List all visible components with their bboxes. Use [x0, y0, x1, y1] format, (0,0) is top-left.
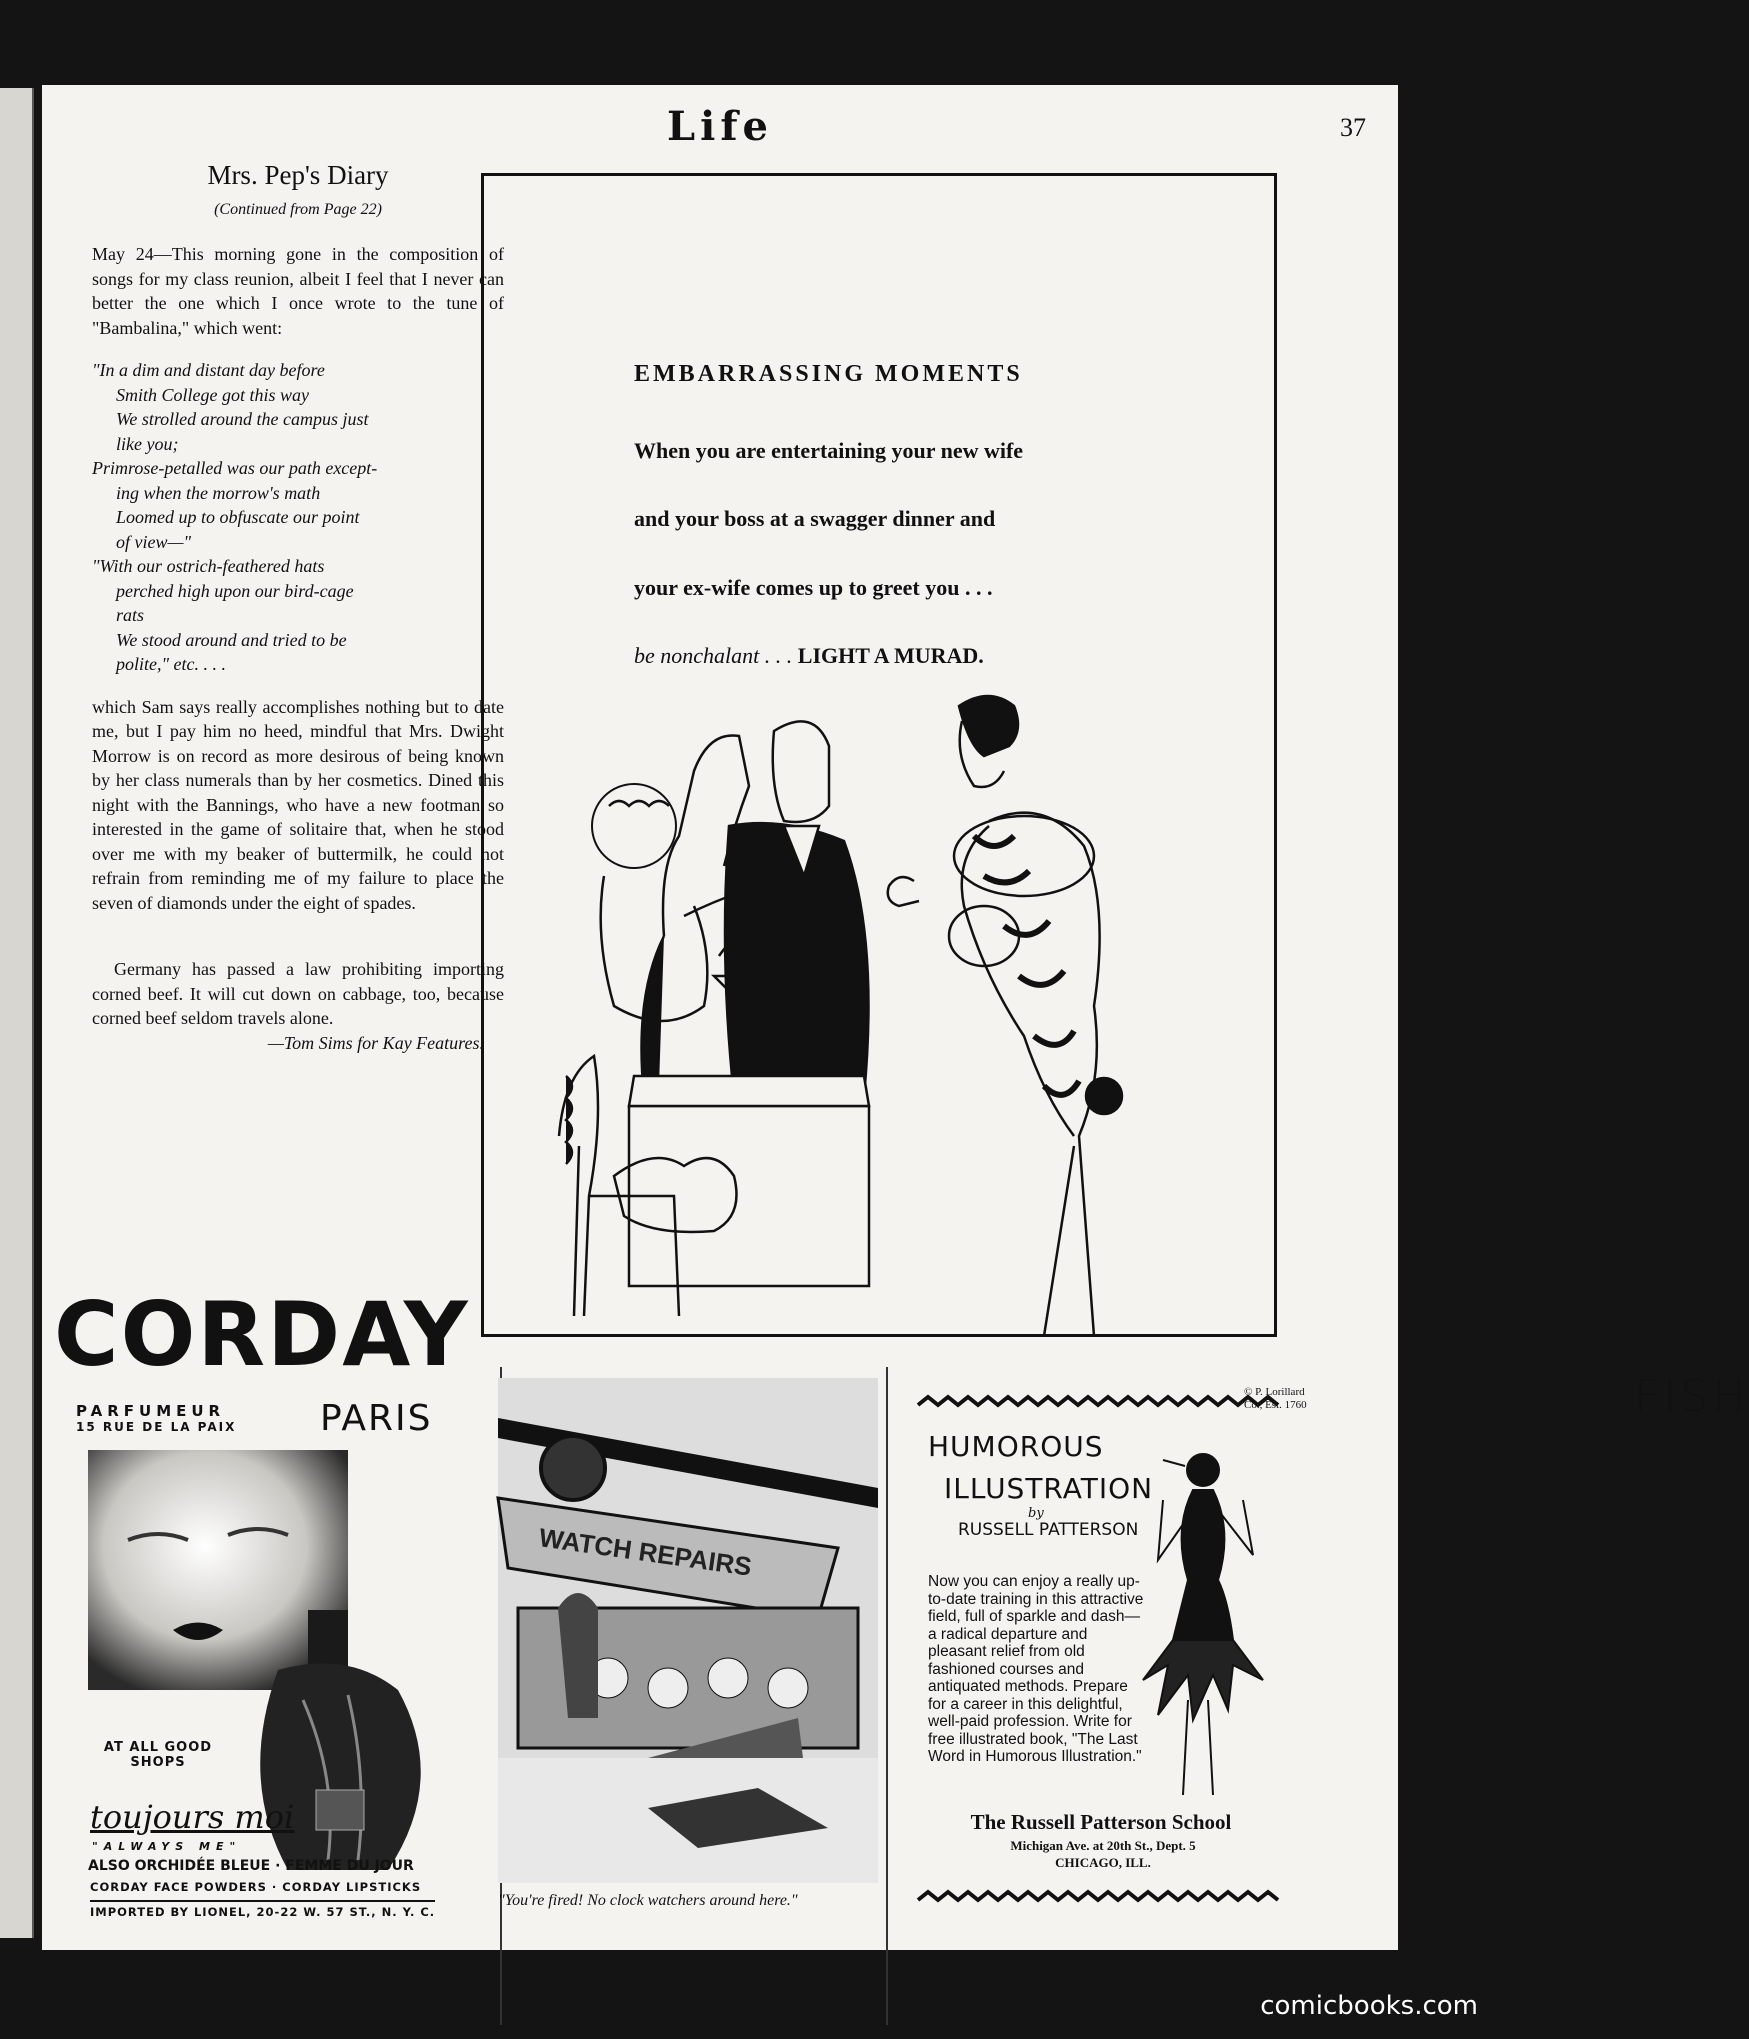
diary-paragraph-1: May 24—This morning gone in the composition of songs for my class reunion, albeit I feel that I never can better the one which I once wrote to the tune of "Bambalina," which went:	[92, 244, 504, 338]
corday-advertisement	[48, 1283, 470, 1940]
murad-copy-line: and your boss at a swagger dinner and	[634, 506, 996, 531]
page-number: 37	[1340, 113, 1366, 142]
corday-city: PARIS	[320, 1398, 433, 1439]
verse-line: of view—"	[116, 531, 192, 552]
patterson-title-1: HUMOROUS	[928, 1430, 1104, 1463]
verse-line: We strolled around the campus just	[116, 409, 369, 429]
murad-headline: EMBARRASSING MOMENTS	[634, 361, 1023, 387]
murad-tagline-italic: be nonchalant . . .	[634, 643, 793, 668]
corday-shops: AT ALL GOOD SHOPS	[103, 1740, 213, 1770]
murad-copy-line: When you are entertaining your new wife	[634, 438, 1024, 463]
corday-product: toujours moi	[90, 1798, 295, 1836]
murad-copyright: © P. Lorillard Co., Est. 1760	[1244, 1386, 1307, 1411]
verse-line: Smith College got this way	[116, 384, 309, 405]
verse-line: like you;	[116, 433, 179, 454]
flapper-figure-illustration	[1133, 1440, 1283, 1800]
corday-logo: CORDAY	[54, 1283, 470, 1386]
zigzag-border-bottom	[918, 1885, 1288, 1915]
murad-tagline-caps: LIGHT A MURAD.	[797, 643, 984, 668]
diary-continued-note: (Continued from Page 22)	[214, 200, 382, 218]
patterson-by: by	[1028, 1506, 1044, 1521]
murad-tagline	[634, 643, 984, 669]
verse-line: ing when the morrow's math	[116, 482, 321, 503]
corday-also: ALSO ORCHIDÉE BLEUE · FEMME DU JOUR	[88, 1858, 414, 1874]
filler-paragraph: Germany has passed a law prohibiting importing corned beef. It will cut down on cabbage, too, because corned beef seldom travels alone.	[92, 959, 504, 1028]
murad-advertisement	[481, 173, 1749, 1422]
diary-title: Mrs. Pep's Diary	[207, 160, 389, 190]
masthead-title: Life	[667, 103, 773, 150]
verse-line: Loomed up to obfuscate our point	[116, 507, 360, 527]
cartoon-caption: "You're fired! No clock watchers around here."	[498, 1892, 798, 1909]
patterson-school-name: The Russell Patterson School	[970, 1810, 1232, 1834]
patterson-address-line-2: CHICAGO, ILL.	[1055, 1855, 1151, 1870]
diary-paragraph-2: which Sam says really accomplishes nothing but to date me, but I pay him no heed, mindful that Mrs. Dwight Morrow is on record as more desirous of being known by her class numerals than by her cosmetics. Dined this night with the Bannings, who have a new footman so interested in the game of solitaire that, when he stood over me with my beaker of buttermilk, he could not refrain from reminding me of my failure to place the seven of diamonds under the eight of spades.	[92, 696, 504, 913]
patterson-address	[918, 1837, 1288, 1871]
column-divider	[886, 1367, 888, 2025]
watermark: comicbooks.com	[1260, 1991, 1478, 2021]
zigzag-border-top	[918, 1390, 1288, 1420]
watch-repairs-illustration	[498, 1378, 878, 1883]
watch-repairs-cartoon	[498, 1378, 878, 1938]
murad-copy-line: your ex-wife comes up to greet you . . .	[634, 575, 993, 600]
corday-product-translation: "ALWAYS ME"	[92, 1840, 242, 1853]
patterson-address-line-1: Michigan Ave. at 20th St., Dept. 5	[1010, 1838, 1196, 1853]
filler-attribution: —Tom Sims for Kay Features.	[267, 1032, 484, 1053]
corday-address: 15 RUE DE LA PAIX	[76, 1420, 237, 1434]
patterson-advertisement	[918, 1390, 1278, 1940]
artist-signature: FISH	[1634, 1371, 1749, 1422]
watch-sign: WATCH REPAIRS	[537, 1522, 754, 1582]
verse-line: polite," etc. . . .	[116, 654, 227, 674]
verse-line: Primrose-petalled was our path except-	[92, 458, 378, 478]
patterson-title-2: ILLUSTRATION	[944, 1472, 1154, 1505]
verse-line: We stood around and tried to be	[116, 629, 347, 650]
diary-column	[92, 160, 504, 1055]
patterson-author: RUSSELL PATTERSON	[958, 1520, 1139, 1540]
previous-page-edge	[0, 88, 34, 1938]
verse-line: "With our ostrich-feathered hats	[92, 556, 325, 576]
corday-parfumeur: PARFUMEUR	[76, 1402, 226, 1420]
corday-powders: CORDAY FACE POWDERS · CORDAY LIPSTICKS	[90, 1880, 422, 1894]
verse-line: perched high upon our bird-cage	[116, 580, 354, 601]
diary-verse	[92, 358, 504, 677]
patterson-body-copy: Now you can enjoy a really up-to-date training in this attractive field, full of sparkle and dash—a radical departure and pleasant relief from old fashioned courses and antiquated methods. Prepare for a career in this delightful, well-paid profession. Write for free illustrated book, "The Last Word in Humorous Illustration."	[928, 1573, 1144, 1765]
dinner-party-illustration	[484, 676, 1274, 1336]
verse-line: rats	[116, 605, 145, 625]
verse-line: "In a dim and distant day before	[92, 360, 325, 380]
corday-importer: IMPORTED BY LIONEL, 20-22 W. 57 ST., N. Y. C.	[90, 1900, 435, 1919]
